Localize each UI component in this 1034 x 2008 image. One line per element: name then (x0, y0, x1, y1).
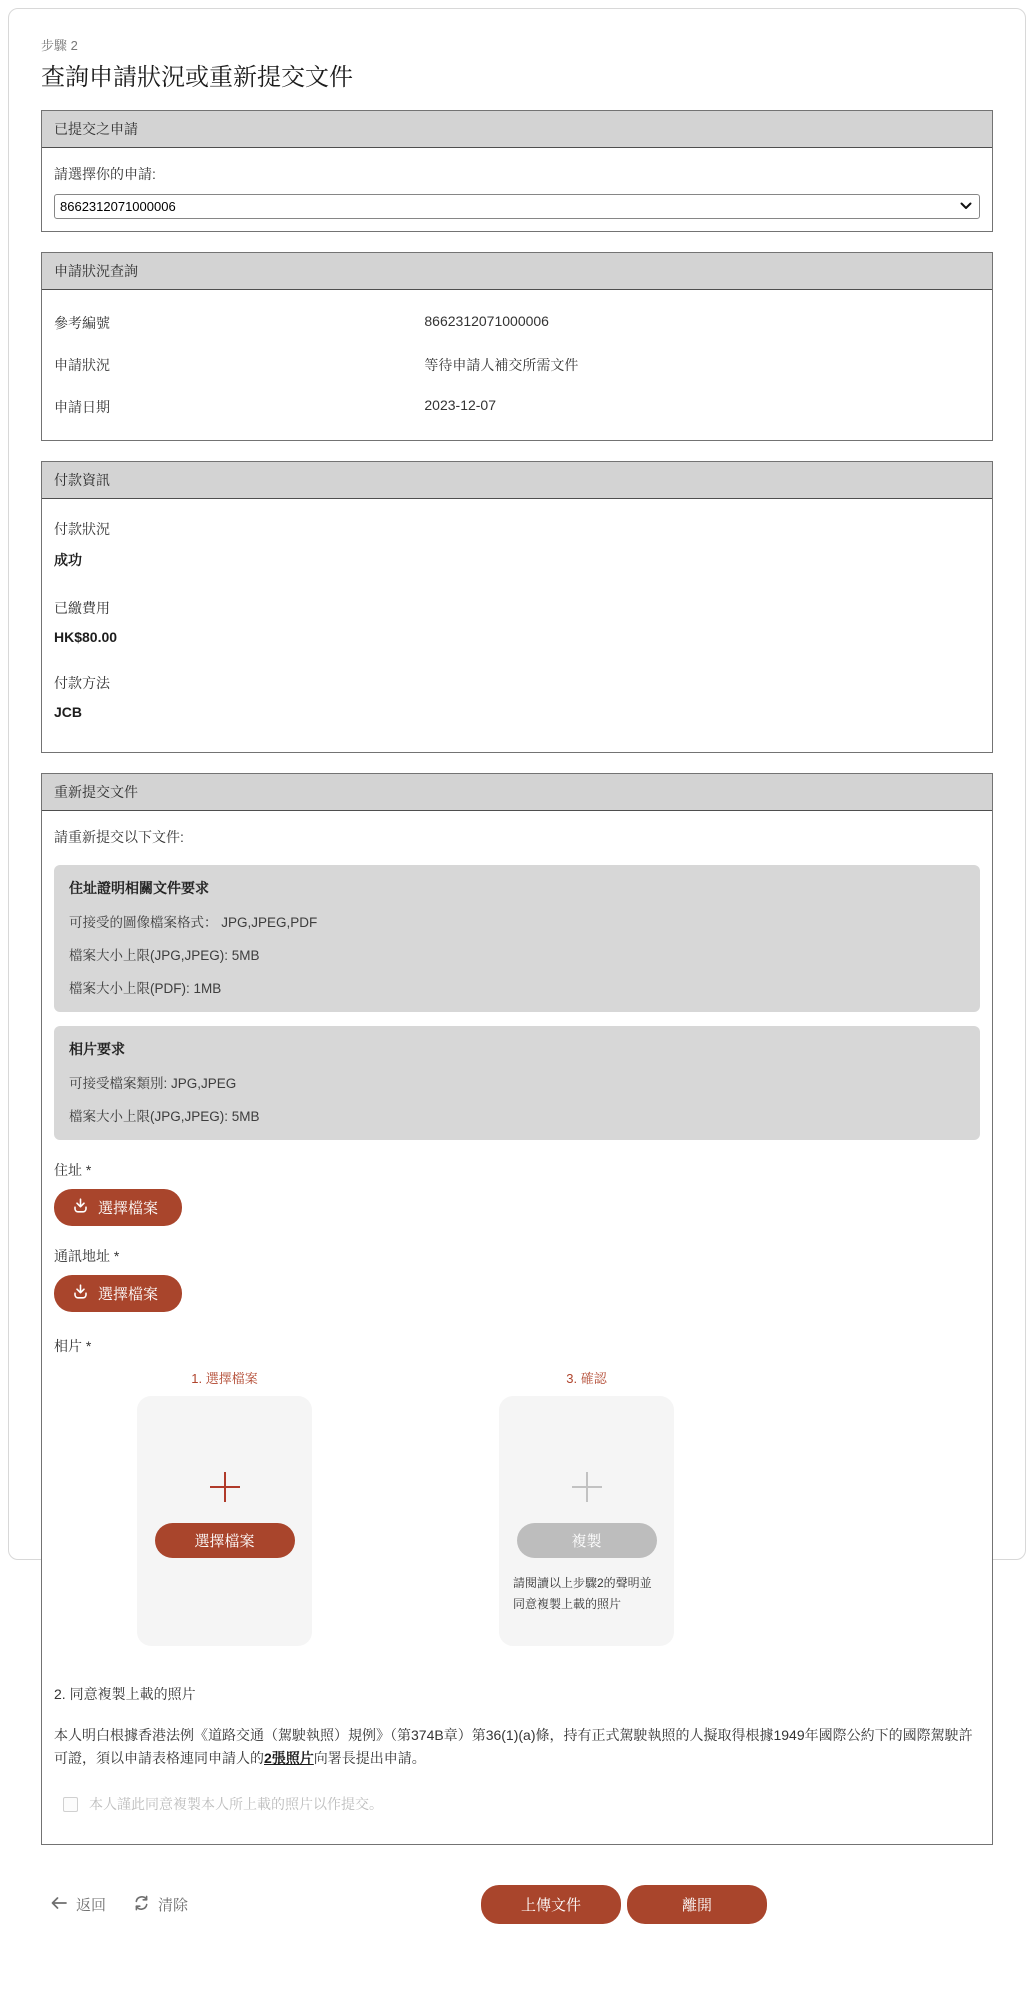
declaration-bold-photos: 2張照片 (264, 1750, 314, 1767)
address-upload-group (54, 1160, 980, 1226)
consent-row (54, 1794, 980, 1814)
payment-value: HK$80.00 (54, 629, 118, 645)
upload-documents-button[interactable]: 上傳文件 (481, 1885, 621, 1924)
address-proof-requirements-box (54, 865, 980, 1012)
requirements-line: 檔案大小上限(PDF): 1MB (69, 981, 222, 996)
photo-step1-dropzone[interactable] (137, 1396, 312, 1646)
status-row-reference (54, 302, 980, 344)
requirements-line: 檔案大小上限(JPG,JPEG): 5MB (69, 948, 260, 963)
download-icon (72, 1197, 89, 1218)
mailing-address-upload-group (54, 1246, 980, 1312)
photo-choose-file-button[interactable]: 選擇檔案 (155, 1523, 295, 1558)
photo-steps-row (137, 1368, 980, 1646)
requirements-title: 相片要求 (69, 1041, 125, 1057)
address-upload-label: 住址 * (54, 1162, 92, 1178)
status-row-value: 2023-12-07 (424, 397, 497, 413)
section-payment-info (41, 461, 993, 753)
mailing-address-upload-label: 通訊地址 * (54, 1248, 120, 1264)
status-row-value: 等待申請人補交所需文件 (424, 357, 579, 373)
payment-amount-item (54, 590, 980, 665)
download-icon (72, 1283, 89, 1304)
section-header-resubmit: 重新提交文件 (42, 774, 992, 811)
photo-upload-label: 相片 * (54, 1338, 92, 1354)
requirements-line: 可接受的圖像檔案格式： JPG,JPEG,PDF (69, 915, 318, 930)
photo-step3-panel (499, 1396, 674, 1646)
status-row-value: 8662312071000006 (424, 313, 549, 329)
section-header-status: 申請狀況查詢 (42, 253, 992, 290)
declaration-prefix: 本人明白根據香港法例《道路交通（駕駛執照）規例》（第374B章）第36(1)(a)條，持有正式駕駛執照的人擬取得根據1949年國際公約下的國際駕駛許可證，須以申請表格連同申請人的 (54, 1727, 973, 1767)
section-resubmit-documents (41, 773, 993, 1845)
declaration-text (54, 1724, 980, 1770)
plus-icon (206, 1468, 244, 1511)
main-panel (8, 8, 1026, 1915)
back-link-label: 返回 (76, 1897, 107, 1915)
back-arrow-icon (50, 1896, 68, 1914)
clear-link[interactable] (133, 1894, 188, 1915)
declaration-suffix: 向署長提出申請。 (313, 1750, 426, 1767)
photo-step3-note: 請閱讀以上步驟2的聲明並同意複製上載的照片 (513, 1576, 652, 1611)
status-row-state (54, 344, 980, 386)
consent-checkbox-label: 本人謹此同意複製本人所上載的照片以作提交。 (89, 1796, 383, 1813)
leave-button[interactable]: 離開 (627, 1885, 767, 1924)
refresh-icon (133, 1895, 150, 1915)
payment-value: 成功 (54, 552, 82, 568)
choose-file-button-label: 選擇檔案 (98, 1200, 159, 1217)
choose-file-button-label: 選擇檔案 (98, 1286, 159, 1303)
payment-label: 已繳費用 (54, 600, 110, 616)
payment-label: 付款方法 (54, 675, 110, 691)
back-link[interactable] (50, 1894, 106, 1915)
requirements-title: 住址證明相關文件要求 (69, 880, 209, 896)
photo-step3-label: 3. 確認 (566, 1371, 607, 1386)
clear-link-label: 清除 (158, 1897, 189, 1915)
status-row-label: 參考編號 (54, 315, 110, 331)
page-title: 查詢申請狀況或重新提交文件 (41, 64, 353, 91)
payment-value: JCB (54, 704, 83, 720)
section-header-payment: 付款資訊 (42, 462, 992, 499)
payment-status-item (54, 511, 980, 590)
section-status-query (41, 252, 993, 441)
status-row-label: 申請狀況 (54, 357, 110, 373)
photo-step1-column (137, 1368, 312, 1646)
payment-method-item (54, 665, 980, 740)
photo-step2-heading: 2. 同意複製上載的照片 (54, 1686, 196, 1702)
requirements-line: 檔案大小上限(JPG,JPEG): 5MB (69, 1109, 260, 1124)
requirements-line: 可接受檔案類別: JPG,JPEG (69, 1076, 237, 1091)
section-header-submitted: 已提交之申請 (42, 111, 992, 148)
section-submitted-application (41, 110, 993, 232)
mailing-address-choose-file-button[interactable] (54, 1275, 182, 1312)
payment-label: 付款狀況 (54, 521, 110, 537)
photo-step1-label: 1. 選擇檔案 (191, 1371, 258, 1386)
resubmit-intro: 請重新提交以下文件: (54, 829, 184, 845)
plus-icon-disabled (568, 1468, 606, 1511)
photo-step3-column (499, 1368, 674, 1646)
status-row-date (54, 386, 980, 428)
photo-requirements-box (54, 1026, 980, 1140)
status-row-label: 申請日期 (54, 399, 110, 415)
step-label: 步驟 2 (41, 38, 78, 53)
photo-copy-button[interactable]: 複製 (517, 1523, 657, 1558)
application-select-label: 請選擇你的申請: (54, 166, 156, 182)
consent-checkbox[interactable] (63, 1797, 78, 1812)
application-select[interactable] (54, 194, 980, 219)
address-choose-file-button[interactable] (54, 1189, 182, 1226)
footer-bar (41, 1885, 993, 1924)
